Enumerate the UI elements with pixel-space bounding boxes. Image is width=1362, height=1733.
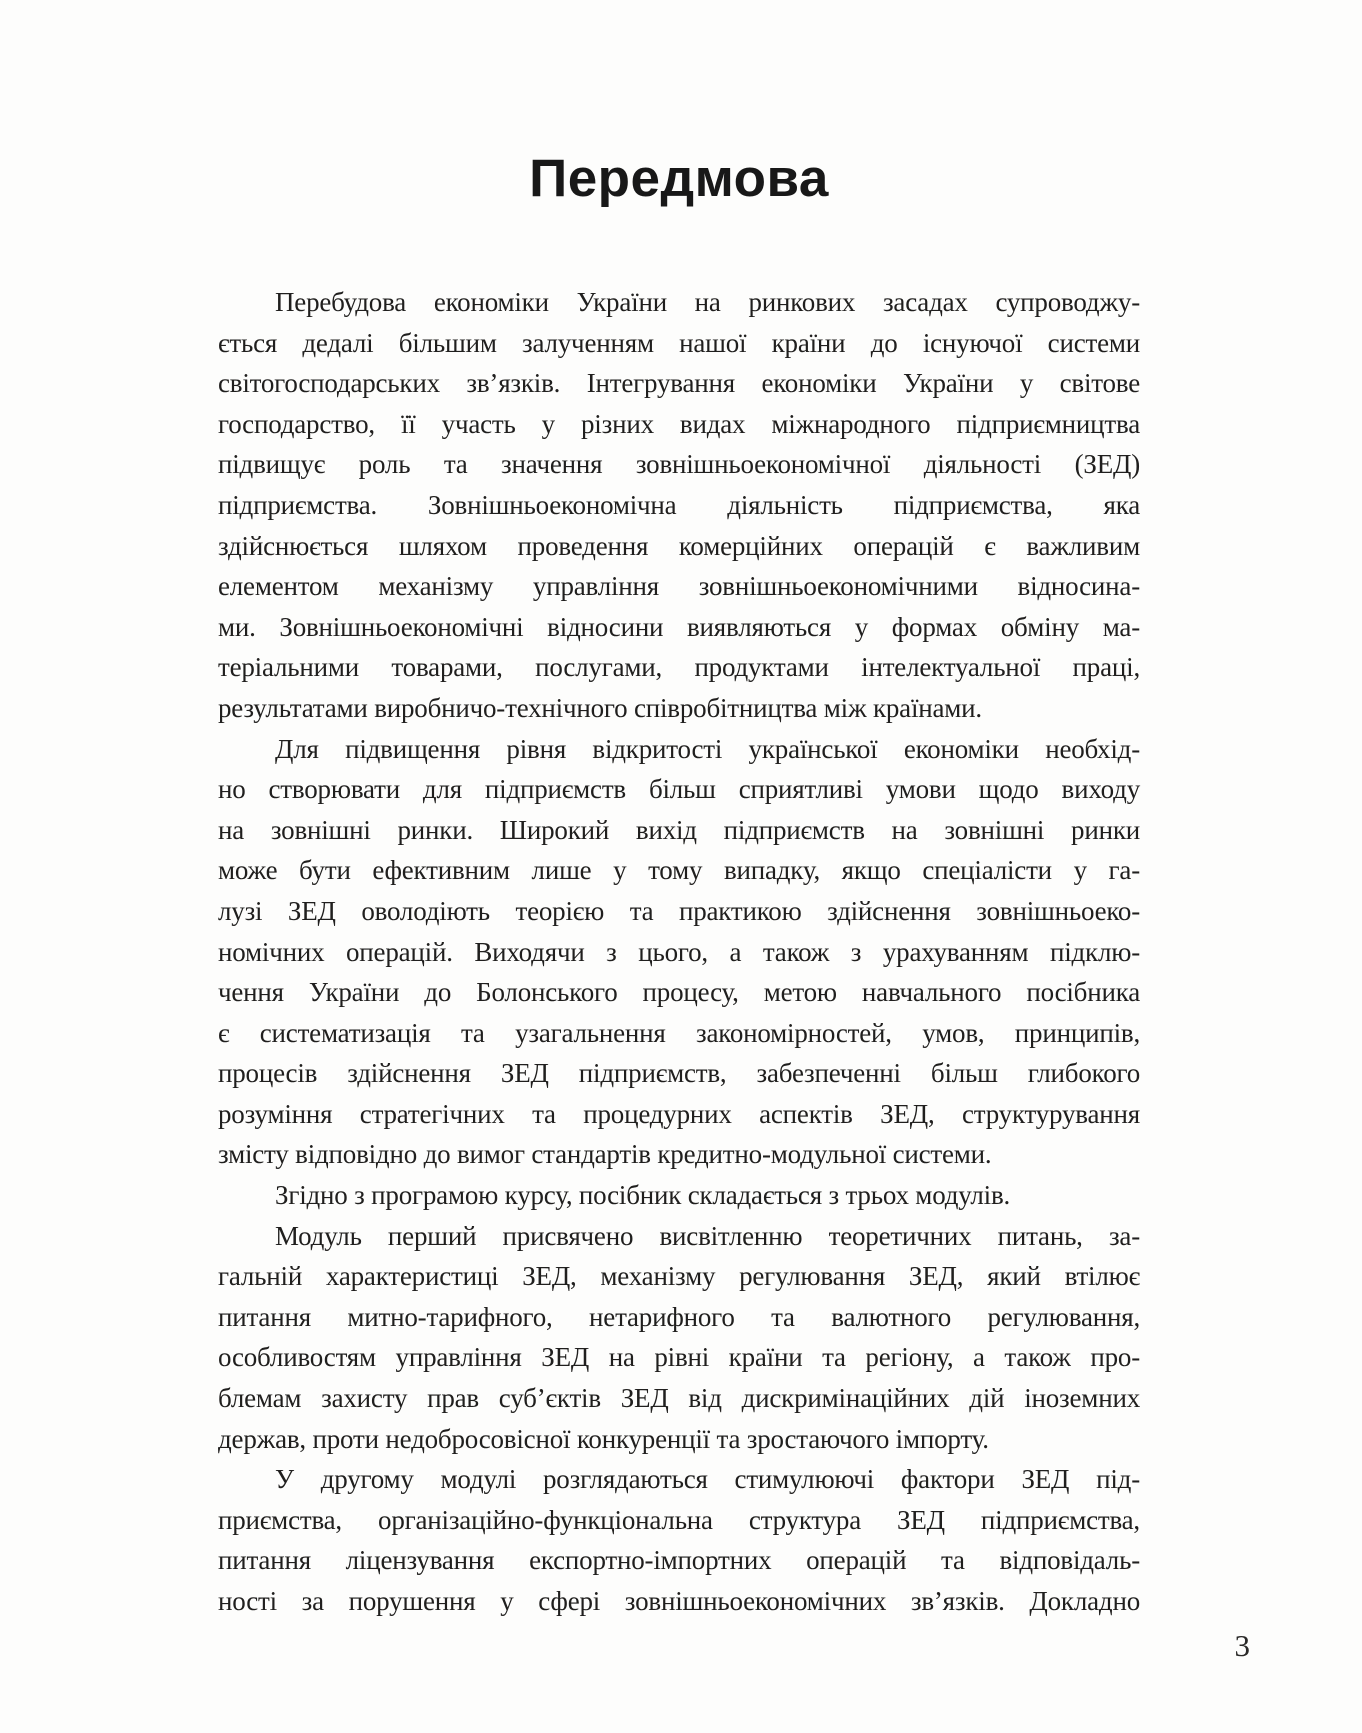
text-line: питання ліцензування експортно-імпортних операцій та відповідаль- [218,1545,1140,1576]
text-line: У другому модулі розглядаються стимулюючі фактори ЗЕД під- [275,1464,1140,1495]
text-line: підвищує роль та значення зовнішньоекономічної діяльності (ЗЕД) [218,449,1140,480]
text-line: елементом механізму управління зовнішньоекономічними відносина- [218,571,1140,602]
text-line: питання митно-тарифного, нетарифного та валютного регулювання, [218,1301,1140,1332]
text-line: Для підвищення рівня відкритості української економіки необхід- [275,733,1140,764]
text-line: но створювати для підприємств більш сприятливі умови щодо виходу [218,774,1140,805]
page-title: Передмова [529,149,829,208]
text-line: теріальними товарами, послугами, продуктами інтелектуальної праці, [218,652,1140,683]
text-line: гальній характеристиці ЗЕД, механізму регулювання ЗЕД, який втілює [218,1261,1140,1292]
text-line: ності за порушення у сфері зовнішньоекономічних зв’язків. Докладно [218,1586,1140,1616]
text-line: підприємства. Зовнішньоекономічна діяльність підприємства, яка [218,489,1140,520]
text-line: світогосподарських зв’язків. Інтегрування економіки України у світове [218,368,1140,399]
text-line: може бути ефективним лише у тому випадку, якщо спеціалісти у га- [218,855,1140,886]
text-line: результатами виробничо-технічного співробітництва між країнами. [218,692,982,723]
text-line: Перебудова економіки України на ринкових засадах супроводжу- [275,287,1140,317]
text-line: номічних операцій. Виходячи з цього, а також з урахуванням підклю- [218,936,1140,967]
text-body [218,282,1140,1622]
text-line: ється дедалі більшим залученням нашої країни до існуючої системи [218,327,1140,358]
text-line: лузі ЗЕД оволодіють теорією та практикою здійснення зовнішньоеко- [218,895,1140,926]
text-line: чення України до Болонського процесу, метою навчального посібника [218,977,1140,1008]
text-line: є систематизація та узагальнення закономірностей, умов, принципів, [218,1017,1140,1048]
text-line: особливостям управління ЗЕД на рівні країни та регіону, а також про- [218,1342,1140,1373]
text-line: держав, проти недобросовісної конкуренції та зростаючого імпорту. [218,1423,989,1454]
text-line: Згідно з програмою курсу, посібник складається з трьох модулів. [275,1180,1011,1211]
text-line: господарство, її участь у різних видах міжнародного підприємництва [218,408,1140,439]
text-line: блемам захисту прав суб’єктів ЗЕД від дискримінаційних дій іноземних [218,1383,1140,1414]
text-line: на зовнішні ринки. Широкий вихід підприємств на зовнішні ринки [218,814,1140,845]
text-line: ми. Зовнішньоекономічні відносини виявляються у формах обміну ма- [218,611,1140,642]
text-line: змісту відповідно до вимог стандартів кредитно-модульної системи. [218,1139,992,1170]
text-line: розуміння стратегічних та процедурних аспектів ЗЕД, структурування [218,1098,1140,1129]
text-line: процесів здійснення ЗЕД підприємств, забезпеченні більш глибокого [218,1058,1140,1089]
text-line: приємства, організаційно-функціональна структура ЗЕД підприємства, [218,1504,1140,1535]
text-line: Модуль перший присвячено висвітленню теоретичних питань, за- [275,1220,1140,1251]
page-number: 3 [1234,1628,1250,1663]
text-line: здійснюється шляхом проведення комерційних операцій є важливим [218,530,1140,561]
